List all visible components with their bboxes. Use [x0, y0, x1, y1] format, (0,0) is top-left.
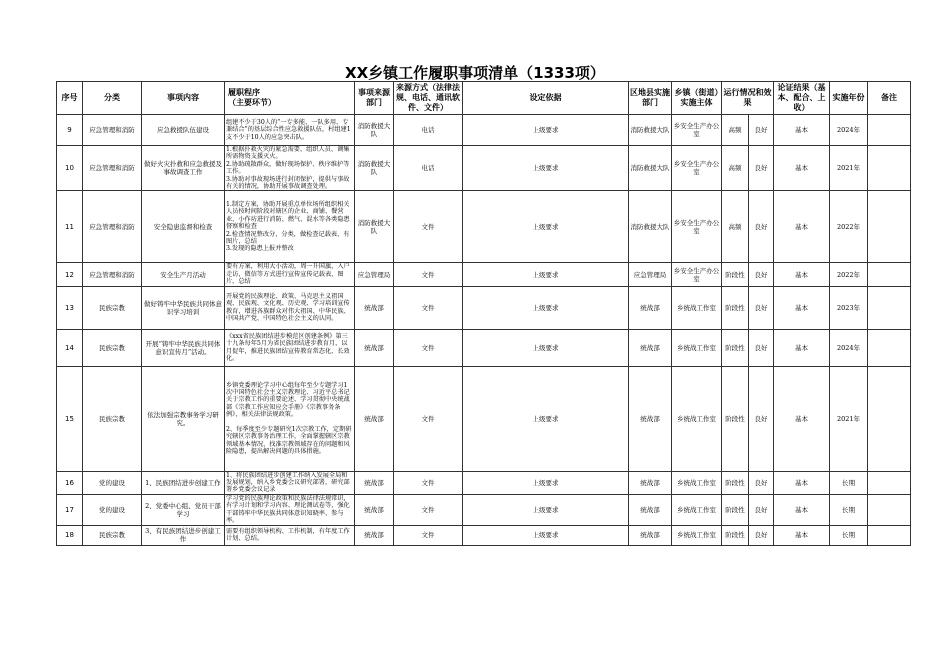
cell-note: [868, 471, 911, 494]
cell-basis: 上级要求: [463, 329, 629, 366]
table-row: [57, 494, 911, 525]
cell-effect: 良好: [749, 286, 774, 329]
cell-county-dept: 消防救援大队: [629, 191, 672, 263]
cell-category: 民族宗教: [83, 366, 142, 471]
cell-freq: 阶段性: [722, 366, 749, 471]
cell-county-dept: 统战部: [629, 329, 672, 366]
cell-procedure: 乡镇党委理论学习中心组每年至少专题学习1次中国特色社会主义宗教理论、习近平总书记关于宗教工作的重要论述、学习贯彻中央统战部《宗教工作应知应会手册》《宗教事务条例》，相关法律法规政策。 2、每季度至少专题研究1次宗教工作，定期研究辖区宗教事务治理工作，全面掌握辖区宗教领域基本情况，找准宗教领域存在的问题和风险隐患，提出解决问题的具体措施。: [225, 366, 355, 471]
cell-freq: 阶段性: [722, 263, 749, 286]
cell-effect: 良好: [749, 494, 774, 525]
cell-source-method: 文件: [394, 366, 463, 471]
cell-freq: 阶段性: [722, 471, 749, 494]
cell-town-body: 乡统战工作室: [672, 366, 722, 471]
page-title: XX乡镇工作履职事项清单（1333项）: [345, 64, 605, 82]
header-seq: 序号: [57, 82, 83, 115]
cell-year: 2021年: [830, 146, 868, 191]
table-row: [57, 471, 911, 494]
cell-source-dept: 统战部: [355, 471, 394, 494]
cell-source-dept: 消防救援大队: [355, 191, 394, 263]
header-year: 实施年份: [830, 82, 868, 115]
cell-procedure: 学习党的民族理论政策和民族法律法规常识，有学习计划和学习内容、理论测试卷等，强化干部铸牢中华民族共同体意识知晓率、参与率。: [225, 494, 355, 525]
cell-county-dept: 统战部: [629, 366, 672, 471]
cell-year: 2023年: [830, 286, 868, 329]
cell-year: 2022年: [830, 263, 868, 286]
table-row: [57, 329, 911, 366]
cell-source-method: 文件: [394, 263, 463, 286]
cell-result: 基本: [774, 286, 830, 329]
cell-result: 基本: [774, 115, 830, 146]
cell-item: 开展“铸牢中华民族共同体意识宣传月”活动。: [142, 329, 225, 366]
cell-source-dept: 统战部: [355, 366, 394, 471]
cell-effect: 良好: [749, 263, 774, 286]
cell-category: 党的建设: [83, 471, 142, 494]
cell-item: 做好火灾扑救和应急救援及事故调查工作: [142, 146, 225, 191]
cell-procedure: 1.制定方案，协助开展重点单位场所组织相关人员按时间阶段对辖区的企业、商铺、餐营业、小作坊进行消防、燃气、混水等各类隐患督察和检查 2.检查情况整改分，分类，做检查记载表、有图片，总结 3.发现的隐患上报并整改: [225, 191, 355, 263]
duty-list-table: [56, 81, 911, 546]
cell-town-body: 乡安全生产办公室: [672, 146, 722, 191]
header-result: 论证结果（基本、配合、上收）: [774, 82, 830, 115]
cell-effect: 良好: [749, 115, 774, 146]
cell-source-method: 文件: [394, 471, 463, 494]
header-procedure: [225, 82, 355, 115]
cell-county-dept: 消防救援大队: [629, 146, 672, 191]
cell-result: 基本: [774, 329, 830, 366]
cell-item: 应急救援队伍建设: [142, 115, 225, 146]
cell-source-dept: 消防救援大队: [355, 115, 394, 146]
cell-seq: 11: [57, 191, 83, 263]
cell-town-body: 乡安全生产办公室: [672, 263, 722, 286]
cell-result: 基本: [774, 146, 830, 191]
cell-source-dept: 统战部: [355, 329, 394, 366]
cell-basis: 上级要求: [463, 525, 629, 545]
cell-procedure: 1.根据扑救火灾的紧急需要，组织人员、调集所需物资支援灭火。 2.协助疏散群众，做好现场保护、秩序维护等工作。 3.协助对事故现场进行封闭保护，提供与事故有关的情况，协助开展事故调查处理。: [225, 146, 355, 191]
cell-effect: 良好: [749, 366, 774, 471]
cell-item: 3、有民族团结进步创建工作: [142, 525, 225, 545]
cell-basis: 上级要求: [463, 191, 629, 263]
cell-item: 安全生产月活动: [142, 263, 225, 286]
cell-source-dept: 统战部: [355, 525, 394, 545]
cell-basis: 上级要求: [463, 494, 629, 525]
cell-seq: 13: [57, 286, 83, 329]
table-row: [57, 115, 911, 146]
cell-year: 2024年: [830, 115, 868, 146]
cell-effect: 良好: [749, 191, 774, 263]
cell-item: 1、民族团结进步创建工作: [142, 471, 225, 494]
header-county-dept: 区地县实施部门: [629, 82, 672, 115]
cell-seq: 9: [57, 115, 83, 146]
table-row: [57, 286, 911, 329]
cell-year: 长期: [830, 494, 868, 525]
cell-item: 安全隐患监督和检查: [142, 191, 225, 263]
cell-seq: 12: [57, 263, 83, 286]
cell-year: 长期: [830, 525, 868, 545]
cell-basis: 上级要求: [463, 146, 629, 191]
cell-county-dept: 统战部: [629, 494, 672, 525]
cell-source-method: 文件: [394, 286, 463, 329]
header-procedure-label: 履职程序 （主要环节）: [228, 88, 276, 107]
cell-county-dept: 统战部: [629, 471, 672, 494]
cell-seq: 16: [57, 471, 83, 494]
cell-seq: 14: [57, 329, 83, 366]
cell-result: 基本: [774, 366, 830, 471]
cell-freq: 阶段性: [722, 525, 749, 545]
cell-town-body: 乡统战工作室: [672, 494, 722, 525]
cell-category: 民族宗教: [83, 525, 142, 545]
cell-procedure: 需要有组织领导机构、工作机制，有年度工作计划、总结。: [225, 525, 355, 545]
cell-town-body: 乡统战工作室: [672, 471, 722, 494]
cell-category: 民族宗教: [83, 286, 142, 329]
cell-source-dept: 应急管理局: [355, 263, 394, 286]
cell-note: [868, 494, 911, 525]
table-row: [57, 191, 911, 263]
table-row: [57, 366, 911, 471]
cell-procedure: 开展党的民族理论、政策、马克思主义祖国观、民族观、文化观、历史观、学习培训宣传教育，增进各族群众对伟大祖国、中华民族、中国共产党、中国特色社会主义的认同。: [225, 286, 355, 329]
cell-note: [868, 525, 911, 545]
cell-procedure: 组建不少于30人的“一专多能、一队多用、专兼结合”的基层综合性应急救援队伍，村组建1支不少于10人的应急突击队。: [225, 115, 355, 146]
cell-note: [868, 146, 911, 191]
cell-year: 2021年: [830, 366, 868, 471]
cell-effect: 良好: [749, 525, 774, 545]
table-row: [57, 146, 911, 191]
cell-source-method: 电话: [394, 115, 463, 146]
cell-year: 2022年: [830, 191, 868, 263]
table-row: [57, 525, 911, 545]
cell-note: [868, 286, 911, 329]
cell-freq: 阶段性: [722, 286, 749, 329]
cell-town-body: 乡统战工作室: [672, 329, 722, 366]
cell-source-dept: 统战部: [355, 494, 394, 525]
cell-category: 应急管理和消防: [83, 115, 142, 146]
cell-county-dept: 消防救援大队: [629, 115, 672, 146]
cell-source-dept: 统战部: [355, 286, 394, 329]
cell-item: 做好铸牢中华民族共同体意识学习培训: [142, 286, 225, 329]
cell-source-method: 文件: [394, 525, 463, 545]
header-category: 分类: [83, 82, 142, 115]
cell-category: 民族宗教: [83, 329, 142, 366]
header-source-method: 来源方式（法律法规、电话、通讯软件、文件）: [394, 82, 463, 115]
cell-year: 2024年: [830, 329, 868, 366]
cell-category: 应急管理和消防: [83, 263, 142, 286]
cell-source-method: 文件: [394, 329, 463, 366]
cell-seq: 18: [57, 525, 83, 545]
cell-result: 基本: [774, 263, 830, 286]
cell-source-dept: 消防救援大队: [355, 146, 394, 191]
header-basis: 设定依据: [463, 82, 629, 115]
cell-freq: 高频: [722, 146, 749, 191]
header-note: 备注: [868, 82, 911, 115]
cell-town-body: 乡安全生产办公室: [672, 191, 722, 263]
cell-category: 应急管理和消防: [83, 146, 142, 191]
cell-source-method: 文件: [394, 191, 463, 263]
cell-town-body: 乡统战工作室: [672, 525, 722, 545]
cell-county-dept: 应急管理局: [629, 263, 672, 286]
cell-basis: 上级要求: [463, 286, 629, 329]
cell-seq: 17: [57, 494, 83, 525]
cell-freq: 阶段性: [722, 329, 749, 366]
cell-procedure: 《xxx省民族团结进步模范区创建条例》第三十九条每年5月为省民族团结进步教育月，以月促年，推进民族团结宣传教育常态化、长效化。: [225, 329, 355, 366]
cell-procedure: 要有方案，利用大小活动，周一升国旗，入户走访，微信等方式进行宣传宣传记载表，图片，总结: [225, 263, 355, 286]
cell-basis: 上级要求: [463, 115, 629, 146]
cell-result: 基本: [774, 494, 830, 525]
cell-item: 依法加强宗教事务学习研究。: [142, 366, 225, 471]
cell-note: [868, 263, 911, 286]
header-source-dept: 事项来源 部门: [355, 82, 394, 115]
cell-year: 长期: [830, 471, 868, 494]
table-row: [57, 263, 911, 286]
cell-freq: 高频: [722, 191, 749, 263]
cell-source-method: 电话: [394, 146, 463, 191]
cell-basis: 上级要求: [463, 263, 629, 286]
header-operation: 运行情况和效果: [722, 82, 774, 115]
cell-category: 党的建设: [83, 494, 142, 525]
cell-note: [868, 366, 911, 471]
cell-procedure: 1、将民族团结进步创建工作纳入发展全局和发展规划，纳入乡党委会议研究部署，研究部署乡党委会议记录: [225, 471, 355, 494]
cell-effect: 良好: [749, 146, 774, 191]
cell-seq: 10: [57, 146, 83, 191]
cell-freq: 高频: [722, 115, 749, 146]
cell-result: 基本: [774, 191, 830, 263]
cell-town-body: 乡统战工作室: [672, 286, 722, 329]
cell-seq: 15: [57, 366, 83, 471]
cell-freq: 阶段性: [722, 494, 749, 525]
header-item: 事项内容: [142, 82, 225, 115]
cell-result: 基本: [774, 525, 830, 545]
cell-item: 2、党委中心组、党员干部学习: [142, 494, 225, 525]
cell-source-method: 文件: [394, 494, 463, 525]
cell-basis: 上级要求: [463, 366, 629, 471]
cell-note: [868, 115, 911, 146]
cell-effect: 良好: [749, 471, 774, 494]
cell-effect: 良好: [749, 329, 774, 366]
cell-category: 应急管理和消防: [83, 191, 142, 263]
header-town-body: 乡镇（街道）实施主体: [672, 82, 722, 115]
cell-basis: 上级要求: [463, 471, 629, 494]
cell-result: 基本: [774, 471, 830, 494]
cell-town-body: 乡安全生产办公室: [672, 115, 722, 146]
cell-county-dept: 统战部: [629, 525, 672, 545]
cell-county-dept: 统战部: [629, 286, 672, 329]
header-row: [57, 82, 911, 115]
cell-note: [868, 191, 911, 263]
cell-note: [868, 329, 911, 366]
